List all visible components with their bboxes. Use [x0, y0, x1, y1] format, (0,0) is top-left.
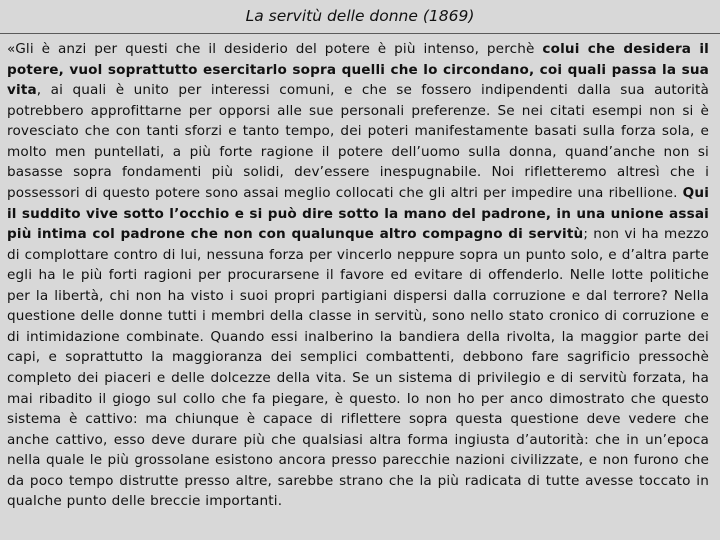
- bold-text-segment: Qui il suddito vive sotto l’occhio e si può dire sotto la mano del padrone, in una unione assai più intima col padrone che non con qualunque altro compagno di servitù: [7, 184, 709, 243]
- document-title: La servitù delle donne (1869): [245, 7, 475, 25]
- body-paragraph: [7, 39, 709, 512]
- title-bar: [0, 0, 720, 34]
- text-segment: «Gli è anzi per questi che il desiderio del potere è più intenso, perchè: [7, 41, 543, 57]
- text-segment: ; non vi ha mezzo di complottare contro di lui, nessuna forza per vincerlo neppure sopra un punto solo, e d’altra parte egli ha le più forti ragioni per procurarsene il favore ed evitare di offenderlo. Nelle lotte politiche per la libertà, chi non ha visto i suoi propri partigiani dispersi dalla corruzione e dal terrore? Nella questione delle donne tutti i membri della classe in servitù, sono nello stato cronico di corruzione e di intimidazione combinate. Quando essi inalberino la bandiera della rivolta, la maggior parte dei capi, e soprattutto la maggioranza dei semplici combattenti, debbono fare sagrificio pressochè completo dei piaceri e delle dolcezze della vita. Se un sistema di privilegio e di servitù forzata, ha mai ribadito il giogo sul collo che fa piegare, è questo. Io non ho per anco dimostrato che questo sistema è cattivo: ma chiunque è capace di riflettere sopra questa questione deve vedere che anche cattivo, esso deve durare più che qualsiasi altra forma ingiusta d’autorità: che in un’epoca nella quale le più grossolane esistono ancora presso parecchie nazioni civilizzate, e non furono che da poco tempo distrutte presso altre, sarebbe strano che la più radicata di tutte avesse toccato in qualche punto delle breccie importanti.: [7, 226, 709, 510]
- bold-text-segment: colui che desidera il potere, vuol soprattutto esercitarlo sopra quelli che lo circondano, coi quali passa la sua vita: [7, 41, 709, 99]
- text-segment: , ai quali è unito per interessi comuni, e che se fossero indipendenti dalla sua autorità potrebbero approfittarne per opporsi alle sue personali preferenze. Se nei citati esempi non si è rovesciato che con tanti sforzi e tanto tempo, dei poteri manifestamente basati sulla forza sola, e molto men puntellati, a più forte ragione il potere dell’uomo sulla donna, quand’anche non si basasse sopra fondamenti più solidi, dev’essere inespugnabile. Noi rifletteremo altresì che i possessori di questo potere sono assai meglio collocati che gli altri per impedire una ribellione.: [7, 82, 709, 201]
- title-divider: [0, 33, 720, 34]
